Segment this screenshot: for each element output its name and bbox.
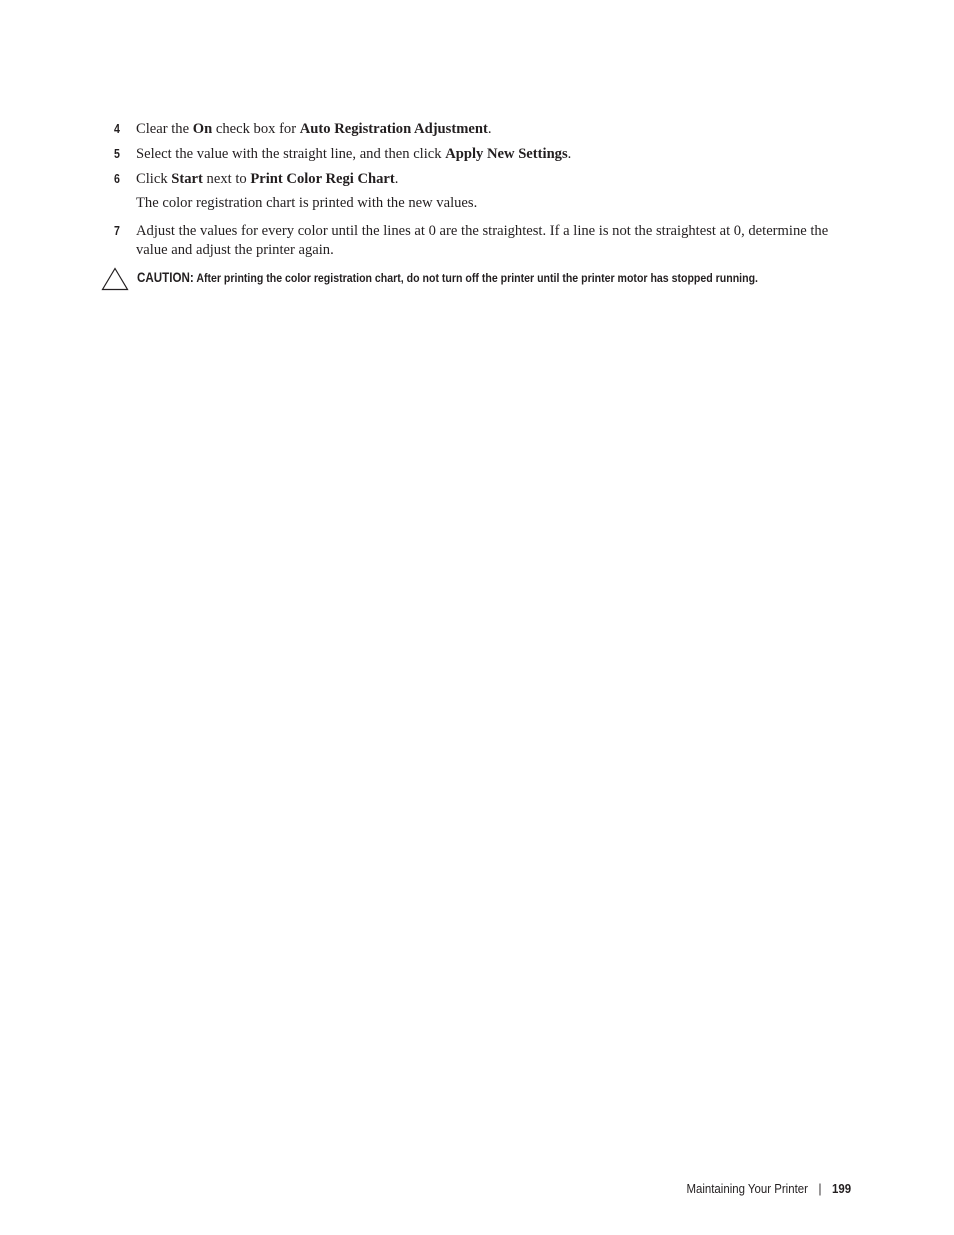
caution-triangle-icon [101,267,129,291]
ui-term-on: On [192,121,213,137]
step-number: 6 [114,172,120,186]
step-text: Clear the On check box for Auto Registration Adjustment. [136,121,492,137]
step-6 [114,170,854,189]
caution-message: After printing the color registration chart, do not turn off the printer until the printer motor has stopped running. [196,271,758,285]
caution-notice [101,267,861,293]
footer-section-title: Maintaining Your Printer [686,1181,808,1196]
step-number: 4 [114,122,120,136]
page-number: 199 [831,1181,851,1196]
ui-term-auto-registration-adjustment: Auto Registration Adjustment [299,121,488,137]
step-text: Adjust the values for every color until the lines at 0 are the straightest. If a line is not the straightest at 0, determine the value and adjust the printer again. [136,223,829,258]
ui-term-print-color-regi-chart: Print Color Regi Chart [250,171,395,187]
step-number: 5 [114,147,120,161]
ui-term-apply-new-settings: Apply New Settings [445,146,568,162]
step-7 [114,222,854,260]
step-6-note: The color registration chart is printed with the new values. [136,195,478,211]
step-text: Click Start next to Print Color Regi Chart. [136,171,399,187]
ui-term-start: Start [171,171,203,187]
step-5 [114,145,854,164]
step-4 [114,120,854,139]
caution-label: CAUTION: [137,270,194,285]
footer-separator: | [818,1181,822,1196]
page-footer [686,1180,851,1198]
caution-text [137,270,758,286]
step-text: Select the value with the straight line, and then click Apply New Settings. [136,146,572,162]
step-number: 7 [114,224,120,238]
